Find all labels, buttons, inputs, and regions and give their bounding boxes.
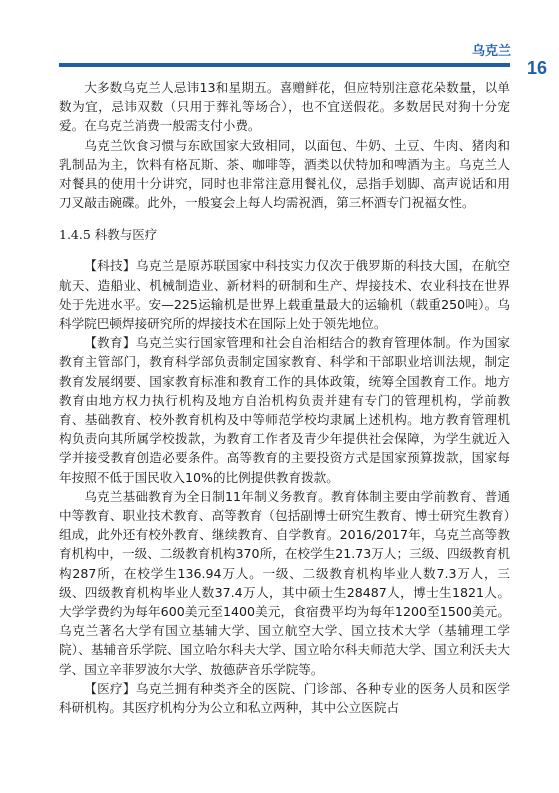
paragraph-education-system: 乌克兰基础教育为全日制11年制义务教育。教育体制主要由学前教育、普通中等教育、职业技术教育、高等教育（包括副博士研究生教育、博士研究生教育）组成，此外还有校外教育、继续教育、自学教育。2016/2017年，乌克兰高等教育机构中，一级、二级教育机构370所，在校学生21.73万人；三级、四级教育机构287所，在校学生136.94万人。一级、二级教育机构毕业人数7.3万人，三级、四级教育机构毕业人数37.4万人，其中硕士生28487人，博士生1821人。大学学费约为每年600美元至1400美元，食宿费平均为每年1200至1500美元。乌克兰著名大学有国立基辅大学、国立航空大学、国立技术大学（基辅理工学院）、基辅音乐学院、国立哈尔科夫大学、国立哈尔科夫师范大学、国立利沃夫大学、国立辛菲罗波尔大学、敖德萨音乐学院等。: [59, 488, 510, 677]
paragraph-customs: 大多数乌克兰人忌讳13和星期五。喜赠鲜花，但应特别注意花朵数量，以单数为宜，忌讳双数（只用于葬礼等场合），也不宜送假花。多数居民对狗十分宠爱。在乌克兰消费一般需支付小费。: [59, 80, 510, 134]
paragraph-technology: 【科技】乌克兰是原苏联国家中科技实力仅次于俄罗斯的科技大国，在航空航天、造船业、机械制造业、新材料的研制和生产、焊接技术、农业科技在世界处于先进水平。安—225运输机是世界上载重量最大的运输机（载重250吨）。乌科学院巴顿焊接研究所的焊接技术在国际上处于领先地位。: [59, 258, 510, 332]
paragraph-medical: 【医疗】乌克兰拥有种类齐全的医院、门诊部、各种专业的医务人员和医学科研机构。其医疗机构分为公立和私立两种，其中公立医院占: [59, 680, 510, 716]
paragraph-diet: 乌克兰饮食习惯与东欧国家大致相同，以面包、牛奶、土豆、牛肉、猪肉和乳制品为主，饮料有格瓦斯、茶、咖啡等，酒类以伏特加和啤酒为主。乌克兰人对餐具的使用十分讲究，同时也非常注意用餐礼仪，忌指手划脚、高声说话和用刀叉敲击碗碟。此外，一般宴会上每人均需祝酒，第三杯酒专门祝福女性。: [59, 137, 510, 211]
page-body: [59, 78, 510, 717]
header-rule: [59, 63, 510, 67]
page-number: 16: [526, 58, 547, 78]
section-heading: 1.4.5 科教与医疗: [59, 227, 158, 243]
chapter-title: 乌克兰: [471, 44, 511, 59]
paragraph-education-management: 【教育】乌克兰实行国家管理和社会自治相结合的教育管理体制。作为国家教育主管部门，教育科学部负责制定国家教育、科学和干部职业培训法规，制定教育发展纲要、国家教育标准和教育工作的具体政策，统筹全国教育工作。地方教育由地方权力执行机构及地方自治机构负责并建有专门的管理机构，学前教育、基础教育、校外教育机构及中等师范学校均隶属上述机构。地方教育管理机构负责向其所属学校拨款，为教育工作者及青少年提供社会保障，为学生就近入学并接受教育创造必要条件。高等教育的主要投资方式是国家预算拨款，国家每年按照不低于国民收入10%的比例提供教育拨款。: [59, 335, 510, 485]
